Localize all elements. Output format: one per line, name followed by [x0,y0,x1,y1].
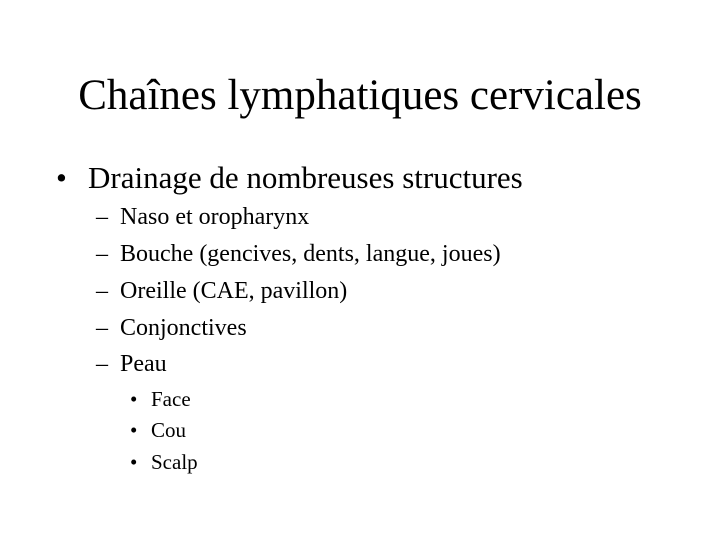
bullet-marker: • [56,160,67,195]
subsub-item-text: Scalp [151,450,198,474]
bullet-item-drainage [56,160,523,196]
subsub-item-cou [130,418,186,442]
sub-item-text: Conjonctives [120,315,247,341]
sub-item-text: Peau [120,351,167,377]
dash-marker: – [96,278,108,304]
sub-item-oreille [96,277,347,305]
sub-item-conjonctives [96,314,247,342]
bullet-marker: • [130,418,138,442]
sub-item-naso-oropharynx [96,203,309,231]
subsub-item-text: Cou [151,418,187,442]
sub-item-peau [96,350,167,378]
dash-marker: – [96,315,108,341]
slide-title: Chaînes lymphatiques cervicales [78,72,642,119]
sub-item-text: Oreille (CAE, pavillon) [120,278,348,304]
bullet-marker: • [130,450,138,474]
subsub-item-text: Face [151,387,191,411]
bullet-marker: • [130,387,138,411]
subsub-item-scalp [130,450,198,474]
dash-marker: – [96,351,108,377]
dash-marker: – [96,241,108,267]
bullet-text: Drainage de nombreuses structures [88,160,523,195]
sub-item-text: Naso et oropharynx [120,204,310,230]
subsub-item-face [130,387,191,411]
sub-item-bouche [96,240,501,268]
sub-item-text: Bouche (gencives, dents, langue, joues) [120,241,501,267]
dash-marker: – [96,204,108,230]
